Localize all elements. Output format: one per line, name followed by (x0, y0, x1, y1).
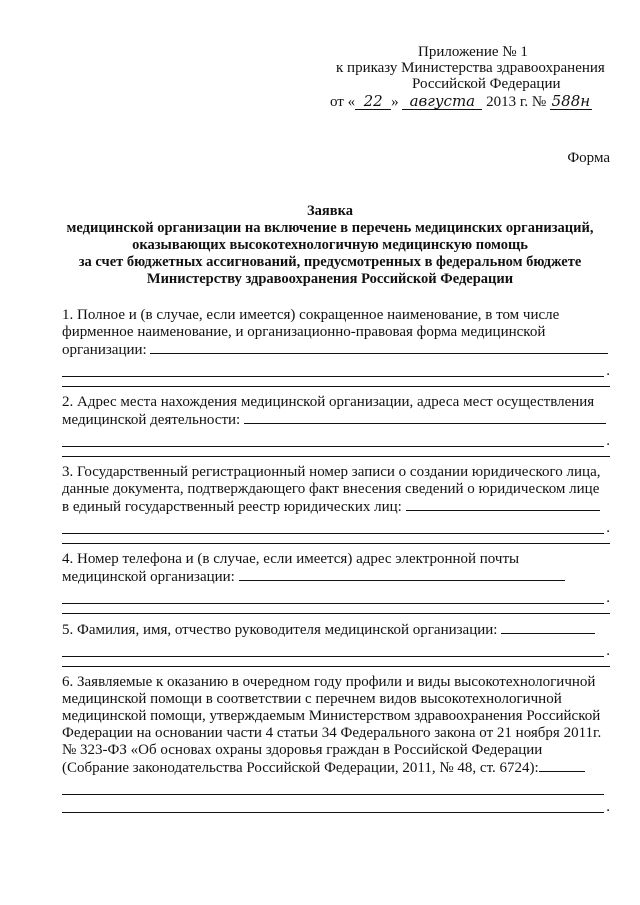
section-5-line-1 (62, 621, 610, 639)
section-1-line-3 (62, 341, 610, 359)
appendix-number: Приложение № 1 (418, 44, 528, 60)
title-line-2: медицинской организации на включение в перечень медицинских организаций, (66, 220, 594, 236)
section-6 (62, 674, 610, 813)
appendix-order-ref: к приказу Министерства здравоохранения (336, 60, 605, 76)
appendix-date-line (330, 94, 630, 110)
handwritten-order-number: 588н (551, 92, 591, 110)
title-line-1: Заявка (307, 203, 353, 219)
section-1-field[interactable] (150, 341, 608, 354)
section-4-field-continued[interactable] (62, 586, 604, 604)
section-4-line-1: 4. Номер телефона и (в случае, если имеется) адрес электронной почты (62, 551, 520, 567)
section-divider (62, 613, 610, 614)
section-4-field[interactable] (239, 568, 565, 581)
section-2-line-2 (62, 411, 610, 429)
section-6-line-5: № 323-ФЗ «Об основах охраны здоровья граждан в Российской Федерации (62, 742, 543, 758)
section-1-line-2: фирменное наименование, и организационно-правовая форма медицинской (62, 324, 546, 340)
section-4-line-2 (62, 568, 610, 586)
section-6-line-3: медицинской помощи, утверждаемым Министерством здравоохранения Российской (62, 708, 601, 724)
section-6-field[interactable] (539, 759, 585, 772)
section-6-line-4: Федерации на основании части 4 статьи 34 Федерального закона от 21 ноября 2011г. (62, 725, 602, 741)
section-1-line-1: 1. Полное и (в случае, если имеется) сокращенное наименование, в том числе (62, 307, 560, 323)
section-6-field-continued-2[interactable] (62, 795, 604, 813)
section-divider (62, 543, 610, 544)
form-label: Форма (567, 150, 610, 166)
section-3-line-3 (62, 498, 610, 516)
section-6-line-1: 6. Заявляемые к оказанию в очередном году профили и виды высокотехнологичной (62, 674, 596, 690)
section-2-field[interactable] (244, 411, 606, 424)
section-4-label: медицинской организации: (62, 569, 235, 585)
section-3-label: в единый государственный реестр юридических лиц: (62, 499, 402, 515)
section-6-line-6 (62, 759, 610, 777)
appendix-country: Российской Федерации (412, 76, 561, 92)
section-6-label: (Собрание законодательства Российской Федерации, 2011, № 48, ст. 6724): (62, 760, 539, 776)
section-2-label: медицинской деятельности: (62, 412, 241, 428)
section-5-field[interactable] (501, 621, 595, 634)
date-prefix: от (330, 94, 344, 110)
document-title (40, 203, 620, 288)
title-line-4: за счет бюджетных ассигнований, предусмотренных в федеральном бюджете (78, 254, 582, 270)
section-3-field-continued[interactable] (62, 516, 604, 534)
section-3-field[interactable] (406, 498, 600, 511)
section-5-field-continued[interactable] (62, 639, 604, 657)
handwritten-day: 22 (355, 94, 391, 110)
section-2 (62, 394, 610, 447)
section-divider (62, 456, 610, 457)
appendix-header (330, 44, 630, 110)
section-4 (62, 551, 610, 604)
section-6-line-2: медицинской помощи в соответствии с перечнем видов высокотехнологичной (62, 691, 562, 707)
section-divider (62, 666, 610, 667)
section-1-field-continued[interactable] (62, 359, 604, 377)
section-2-line-1: 2. Адрес места нахождения медицинской организации, адреса мест осуществления (62, 394, 595, 410)
section-2-field-continued[interactable] (62, 429, 604, 447)
title-line-3: оказывающих высокотехнологичную медицинскую помощь (132, 237, 528, 253)
section-1 (62, 307, 610, 377)
section-1-label: организации: (62, 342, 147, 358)
form-sections (62, 307, 610, 813)
section-3 (62, 464, 610, 534)
quote-open: « (347, 94, 356, 110)
title-line-5: Министерству здравоохранения Российской Федерации (146, 271, 514, 287)
quote-close: » (391, 94, 399, 110)
handwritten-month: августа (402, 94, 482, 110)
section-3-line-1: 3. Государственный регистрационный номер записи о создании юридического лица, (62, 464, 601, 480)
section-3-line-2: данные документа, подтверждающего факт внесения сведений о юридическом лице (62, 481, 600, 497)
section-5-label: 5. Фамилия, имя, отчество руководителя медицинской организации: (62, 622, 498, 638)
section-divider (62, 386, 610, 387)
section-5 (62, 621, 610, 657)
year-label: 2013 г. № (486, 94, 547, 110)
section-6-field-continued[interactable] (62, 777, 604, 795)
